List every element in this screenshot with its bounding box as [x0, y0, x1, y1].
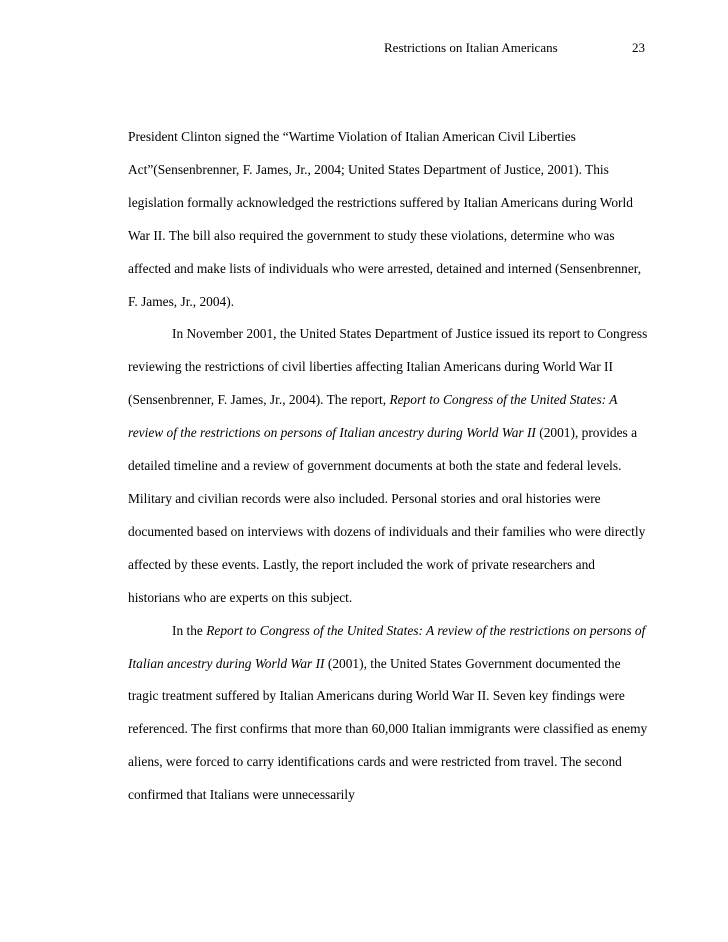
paragraph-2-text-b: (2001), provides a detailed timeline and a review of government documents at both the state and federal levels. Military and civilian records were also included. Personal stories and oral histories were documented based on interviews with dozens of individuals and their families who were directly affected by these events. Lastly, the report included the work of private researchers and historians who are experts on this subject. — [128, 425, 646, 605]
body-text — [128, 121, 648, 812]
paragraph-3-text-b: (2001), the United States Government documented the tragic treatment suffered by Italian Americans during World War II. Seven key findings were referenced. The first confirms that more than 60,000 Italian immigrants were classified as enemy aliens, were forced to carry identifications cards and were restricted from travel. The second confirmed that Italians were unnecessarily — [128, 655, 648, 803]
report-title: Report to Congress of the United States: A review of the restrictions on persons of Italian ancestry during World War II — [128, 392, 618, 441]
paragraph-2 — [128, 318, 648, 614]
page-number: 23 — [632, 40, 645, 55]
paragraph-2-text-a: In November 2001, the United States Department of Justice issued its report to Congress reviewing the restrictions of civil liberties affecting Italian Americans during World War II (Sensenbrenner, F. James, Jr., 2004). The report, — [128, 326, 648, 408]
paragraph-3-text-a: In the — [172, 622, 207, 638]
paragraph-3 — [128, 615, 648, 812]
report-title: Report to Congress of the United States: A review of the restrictions on persons of Italian ancestry during World War II — [128, 622, 646, 671]
paragraph-1: President Clinton signed the “Wartime Violation of Italian American Civil Liberties Act”(Sensenbrenner, F. James, Jr., 2004; United States Department of Justice, 2001). This legislation formally acknowledged the restrictions suffered by Italian Americans during World War II. The bill also required the government to study these violations, determine who was affected and make lists of individuals who were arrested, detained and interned (Sensenbrenner, F. James, Jr., 2004). — [128, 129, 642, 309]
running-head: Restrictions on Italian Americans — [384, 40, 558, 55]
